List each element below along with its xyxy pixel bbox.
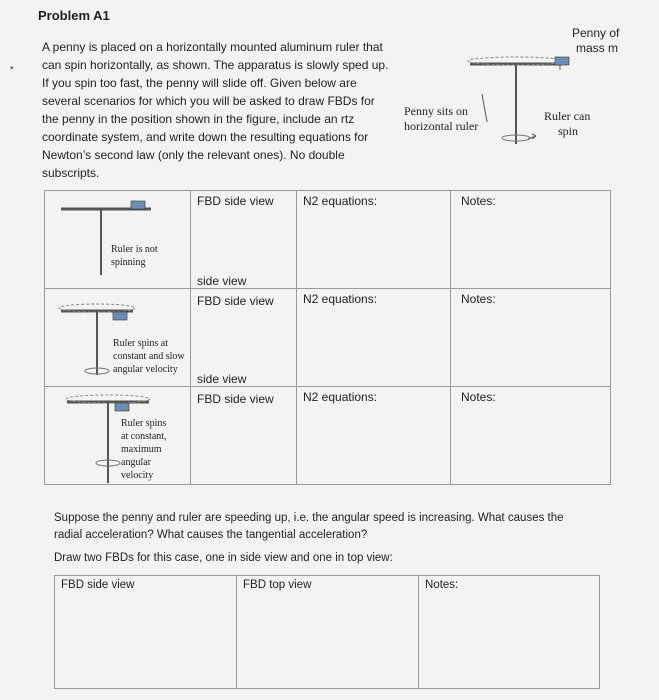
- notes-cell[interactable]: [451, 191, 611, 289]
- table-row: [45, 289, 611, 387]
- fbd-side-view-label: FBD side view: [197, 194, 274, 208]
- notes-label: Notes:: [461, 292, 496, 306]
- side-view-label: side view: [197, 274, 247, 288]
- table-row: [55, 576, 600, 689]
- penny-shape: [113, 312, 127, 320]
- acceleration-question: Suppose the penny and ruler are speeding up, i.e. the angular speed is increasing. What causes the radial acceleration? What causes the tangential acceleration?: [54, 512, 564, 541]
- scenario-caption: Ruler is not spinning: [111, 244, 158, 268]
- fbd-side-view-cell[interactable]: [55, 576, 237, 689]
- fbd-side-view-label: FBD side view: [61, 579, 135, 591]
- problem-title: Problem A1: [38, 8, 110, 23]
- table-row: [45, 191, 611, 289]
- fbd-cell[interactable]: [191, 191, 297, 289]
- notes-label: Notes:: [461, 390, 496, 404]
- side-view-label: side view: [197, 372, 247, 386]
- n2-equations-label: N2 equations:: [303, 292, 378, 306]
- spin-label: Ruler can spin: [544, 109, 591, 138]
- scenario-figure-cell: [45, 191, 191, 289]
- table-row: [45, 387, 611, 485]
- scenario-figure-cell: [45, 387, 191, 485]
- notes-label: Notes:: [461, 194, 496, 208]
- fbd-side-view-label: FBD side view: [197, 392, 274, 406]
- ruler-static-figure: [53, 197, 188, 287]
- draw-prompt: Draw two FBDs for this case, one in side view and one in top view:: [54, 552, 393, 564]
- fbd-cell[interactable]: [191, 372, 297, 485]
- n2-equations-label: N2 equations:: [303, 194, 378, 208]
- notes-cell[interactable]: [451, 387, 611, 485]
- pointer-line: [482, 94, 487, 122]
- penny-shape: [131, 201, 145, 209]
- penny-shape: [555, 57, 569, 65]
- penny-label: Penny of mass m: [572, 26, 620, 55]
- sits-label: Penny sits on horizontal ruler: [404, 104, 479, 133]
- scenario-figure-cell: [45, 289, 191, 387]
- fbd-answer-table: [54, 575, 600, 689]
- notes-cell[interactable]: [451, 289, 611, 387]
- n2-equations-label: N2 equations:: [303, 390, 378, 404]
- fbd-top-view-cell[interactable]: [237, 576, 419, 689]
- fbd-top-view-label: FBD top view: [243, 579, 312, 591]
- n2-cell[interactable]: [297, 191, 451, 289]
- penny-shape: [115, 403, 129, 411]
- n2-cell[interactable]: [297, 387, 451, 485]
- n2-cell[interactable]: [297, 289, 451, 387]
- scenario-caption: Ruler spins at constant and slow angular velocity: [113, 338, 185, 375]
- notes-cell[interactable]: [419, 576, 600, 689]
- problem-intro: A penny is placed on a horizontally mounted aluminum ruler that can spin horizontally, as shown. The apparatus is slowly sped up. If you spin too fast, the penny will slide off. Given below are several scenarios for which you will be asked to draw FBDs for the penny in the position shown in the figure, include an rtz coordinate system, and write down the resulting equations for Newton’s second law (only the relevant ones). No double subscripts.: [42, 40, 389, 180]
- margin-mark: •: [10, 63, 14, 74]
- scenario-table: [44, 190, 611, 485]
- fbd-side-view-label: FBD side view: [197, 294, 274, 308]
- notes-label: Notes:: [425, 579, 459, 591]
- scenario-caption: Ruler spins at constant, maximum angular velocity: [121, 418, 167, 481]
